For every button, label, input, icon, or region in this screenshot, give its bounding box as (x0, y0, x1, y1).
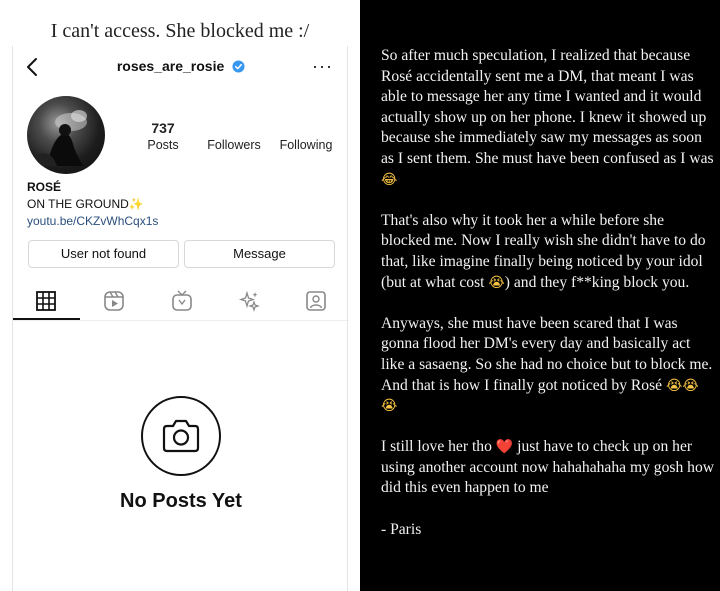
story-paragraph-4: I still love her tho ❤️ just have to check up on her using another account now hahahahaha my gosh how did this even happen to me (381, 438, 715, 497)
screenshot-caption: I can't access. She blocked me :/ (50, 20, 310, 42)
laughing-emoji-icon: 😂 (381, 171, 398, 188)
tabs-divider (13, 320, 349, 321)
story-signature: - Paris (381, 520, 422, 538)
bio-name: ROSÉ (27, 180, 62, 194)
bio-link[interactable]: youtu.be/CKZvWhCqx1s (27, 214, 159, 228)
avatar-photo (27, 96, 105, 174)
following-stat[interactable] (275, 138, 337, 152)
user-not-found-button[interactable]: User not found (28, 240, 179, 268)
camera-icon (141, 396, 221, 476)
posts-stat (143, 120, 183, 152)
story-paragraph-3: Anyways, she must have been scared that I was gonna flood her DM's every day and basically act like a sasaeng. So she had no choice but to block me. And that is how I finally got noticed by Rosé 😭😭😭 (381, 314, 713, 415)
crying-emojis-icon: 😭😭😭 (381, 377, 699, 415)
avatar[interactable] (27, 96, 105, 174)
crying-emoji-icon: 😭 (488, 274, 505, 291)
effects-icon[interactable] (238, 290, 260, 312)
profile-tabs (13, 284, 349, 320)
followers-stat[interactable] (203, 138, 265, 152)
more-options-icon[interactable]: ··· (312, 56, 333, 76)
bio-text: ON THE GROUND✨ (27, 197, 144, 211)
profile-header (13, 46, 349, 88)
story-text (381, 46, 714, 561)
heart-emoji-icon: ❤️ (495, 439, 514, 456)
igtv-icon[interactable] (171, 290, 193, 312)
following-label: Following (279, 138, 333, 152)
no-posts-message: No Posts Yet (120, 490, 242, 512)
username-title (13, 58, 349, 74)
story-paragraph-1: So after much speculation, I realized that because Rosé accidentally sent me a DM, that meant I was able to message her any time I wanted and it would actually show up on her phone. I knew it showed up because she immediately saw my messages as soon as I sent them. She must have been confused as I was 😂 (381, 47, 714, 188)
posts-label: Posts (147, 138, 179, 152)
instagram-profile-screen (12, 46, 348, 591)
story-paragraph-2: That's also why it took her a while before she blocked me. Now I really wish she didn't have to do that, like imagine finally being noticed by your idol (but at what cost 😭) and they f**king block you. (381, 211, 706, 291)
followers-label: Followers (207, 138, 261, 152)
reels-icon[interactable] (103, 290, 125, 312)
grid-icon[interactable] (35, 290, 57, 312)
tagged-icon[interactable] (305, 290, 327, 312)
verified-badge-icon (232, 60, 245, 73)
story-panel (360, 0, 720, 591)
username: roses_are_rosie (116, 58, 225, 74)
message-button[interactable]: Message (184, 240, 335, 268)
posts-count: 737 (151, 120, 175, 136)
